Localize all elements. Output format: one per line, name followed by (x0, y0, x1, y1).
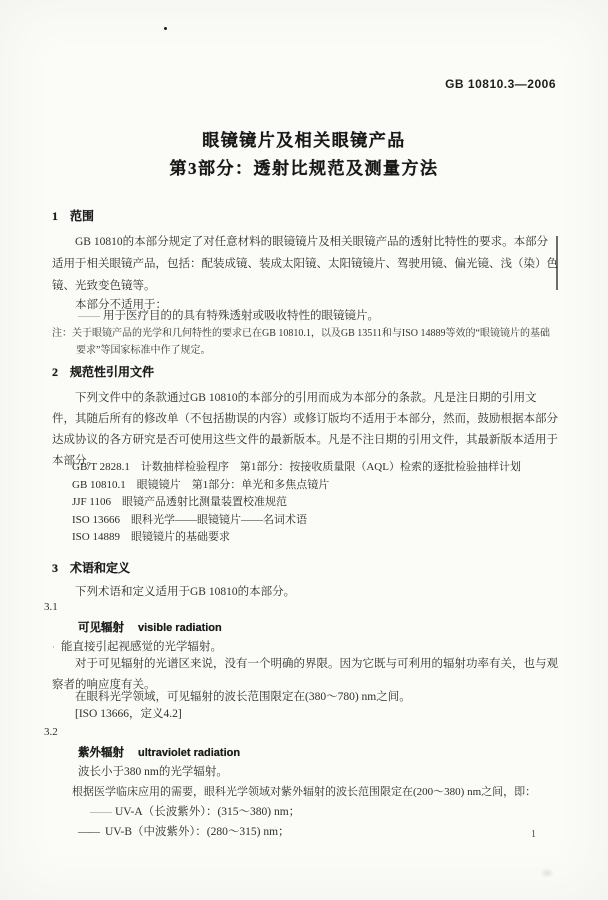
scope-paragraph: GB 10810的本部分规定了对任意材料的眼镜镜片及相关眼镜产品的透射比特性的要求。本部分适用于相关眼镜产品，包括：配装成镜、装成太阳镜、太阳镜镜片、驾驶用镜、偏光镜、浅（染）色镜、光致变色镜等。 (52, 236, 558, 292)
reference-item: ISO 14889 眼镜镜片的基础要求 (72, 531, 230, 543)
document-title (0, 127, 608, 183)
term-3-2-definition: 波长小于380 nm的光学辐射。 (78, 766, 228, 778)
scope-exclusion-lead: 本部分不适用于： (75, 299, 167, 311)
exclusion-item-text: 用于医疗目的的具有特殊透射或吸收特性的眼镜镜片。 (103, 310, 379, 322)
term-3-2-number: 3.2 (44, 726, 58, 738)
uva-text: UV-A（长波紫外）：(315～380) nm； (115, 806, 301, 818)
scan-smudge-artifact (540, 868, 554, 878)
term-3-1-number: 3.1 (44, 601, 58, 613)
reference-item: GB/T 2828.1 计数抽样检验程序 第1部分：按接收质量限（AQL）检索的逐批检验抽样计划 (72, 461, 521, 473)
scan-dot-artifact (164, 27, 167, 30)
reference-item: JJF 1106 眼镜产品透射比测量装置校准规范 (72, 496, 288, 508)
title-line-2: 第3部分：透射比规范及测量方法 (169, 159, 439, 178)
standard-code-header: GB 10810.3—2006 (445, 77, 556, 91)
list-dash: —— (90, 806, 111, 818)
term-cn: 可见辐射 (78, 622, 124, 634)
clause-1-heading: 1 范围 (52, 209, 95, 223)
reference-item: ISO 13666 眼科光学——眼镜镜片——名词术语 (72, 513, 307, 526)
list-dash: —— (78, 826, 99, 838)
uvb-item (52, 822, 558, 842)
clause-3-heading: 3 术语和定义 (52, 561, 131, 575)
term-3-1-source: [ISO 13666，定义4.2] (75, 708, 182, 720)
reference-item: GB 10810.1 眼镜镜片 第1部分：单光和多焦点镜片 (72, 478, 330, 491)
terms-intro: 下列术语和定义适用于GB 10810的本部分。 (75, 586, 296, 598)
uvb-text: UV-B（中波紫外）：(280～315) nm； (105, 826, 290, 838)
list-dash: —— (78, 310, 99, 322)
scope-exclusion-item (52, 306, 558, 326)
scope-note: 注：关于眼镜产品的光学和几何特性的要求已在GB 10810.1，以及GB 13511和与ISO 14889等效的“眼镜镜片的基础要求”等国家标准中作了规定。 (52, 328, 550, 356)
references-paragraph: 下列文件中的条款通过GB 10810的本部分的引用而成为本部分的条款。凡是注日期的引用文件，其随后所有的修改单（不包括勘误的内容）或修订版均不适用于本部分，然而，鼓励根据本部分达成协议的各方研究是否可使用这些文件的最新版本。凡是不注日期的引用文件，其最新版本适用于本部分。 (52, 392, 558, 467)
title-line-1: 眼镜镜片及相关眼镜产品 (202, 131, 406, 150)
clause-2-heading: 2 规范性引用文件 (52, 365, 155, 379)
reference-list (72, 459, 558, 547)
page-number: 1 (531, 829, 536, 840)
term-3-2-title (78, 744, 558, 760)
term-en: ultraviolet radiation (138, 747, 241, 759)
term-3-1-paragraph: 对于可见辐射的光谱区来说，没有一个明确的界限。因为它既与可利用的辐射功率有关，也与观察者的响应度有关。 (52, 658, 558, 691)
scan-speck: · (52, 642, 55, 652)
uva-item (52, 802, 558, 822)
definition-text: 能直接引起视感觉的光学辐射。 (61, 641, 222, 653)
term-en: visible radiation (138, 622, 222, 634)
term-3-1-range: 在眼科光学领域，可见辐射的波长范围限定在(380～780) nm之间。 (75, 691, 411, 703)
term-3-2-paragraph: 根据医学临床应用的需要，眼科光学领域对紫外辐射的波长范围限定在(200～380) nm之间，即： (72, 786, 537, 798)
term-cn: 紫外辐射 (78, 747, 124, 759)
term-3-1-title (78, 619, 558, 635)
